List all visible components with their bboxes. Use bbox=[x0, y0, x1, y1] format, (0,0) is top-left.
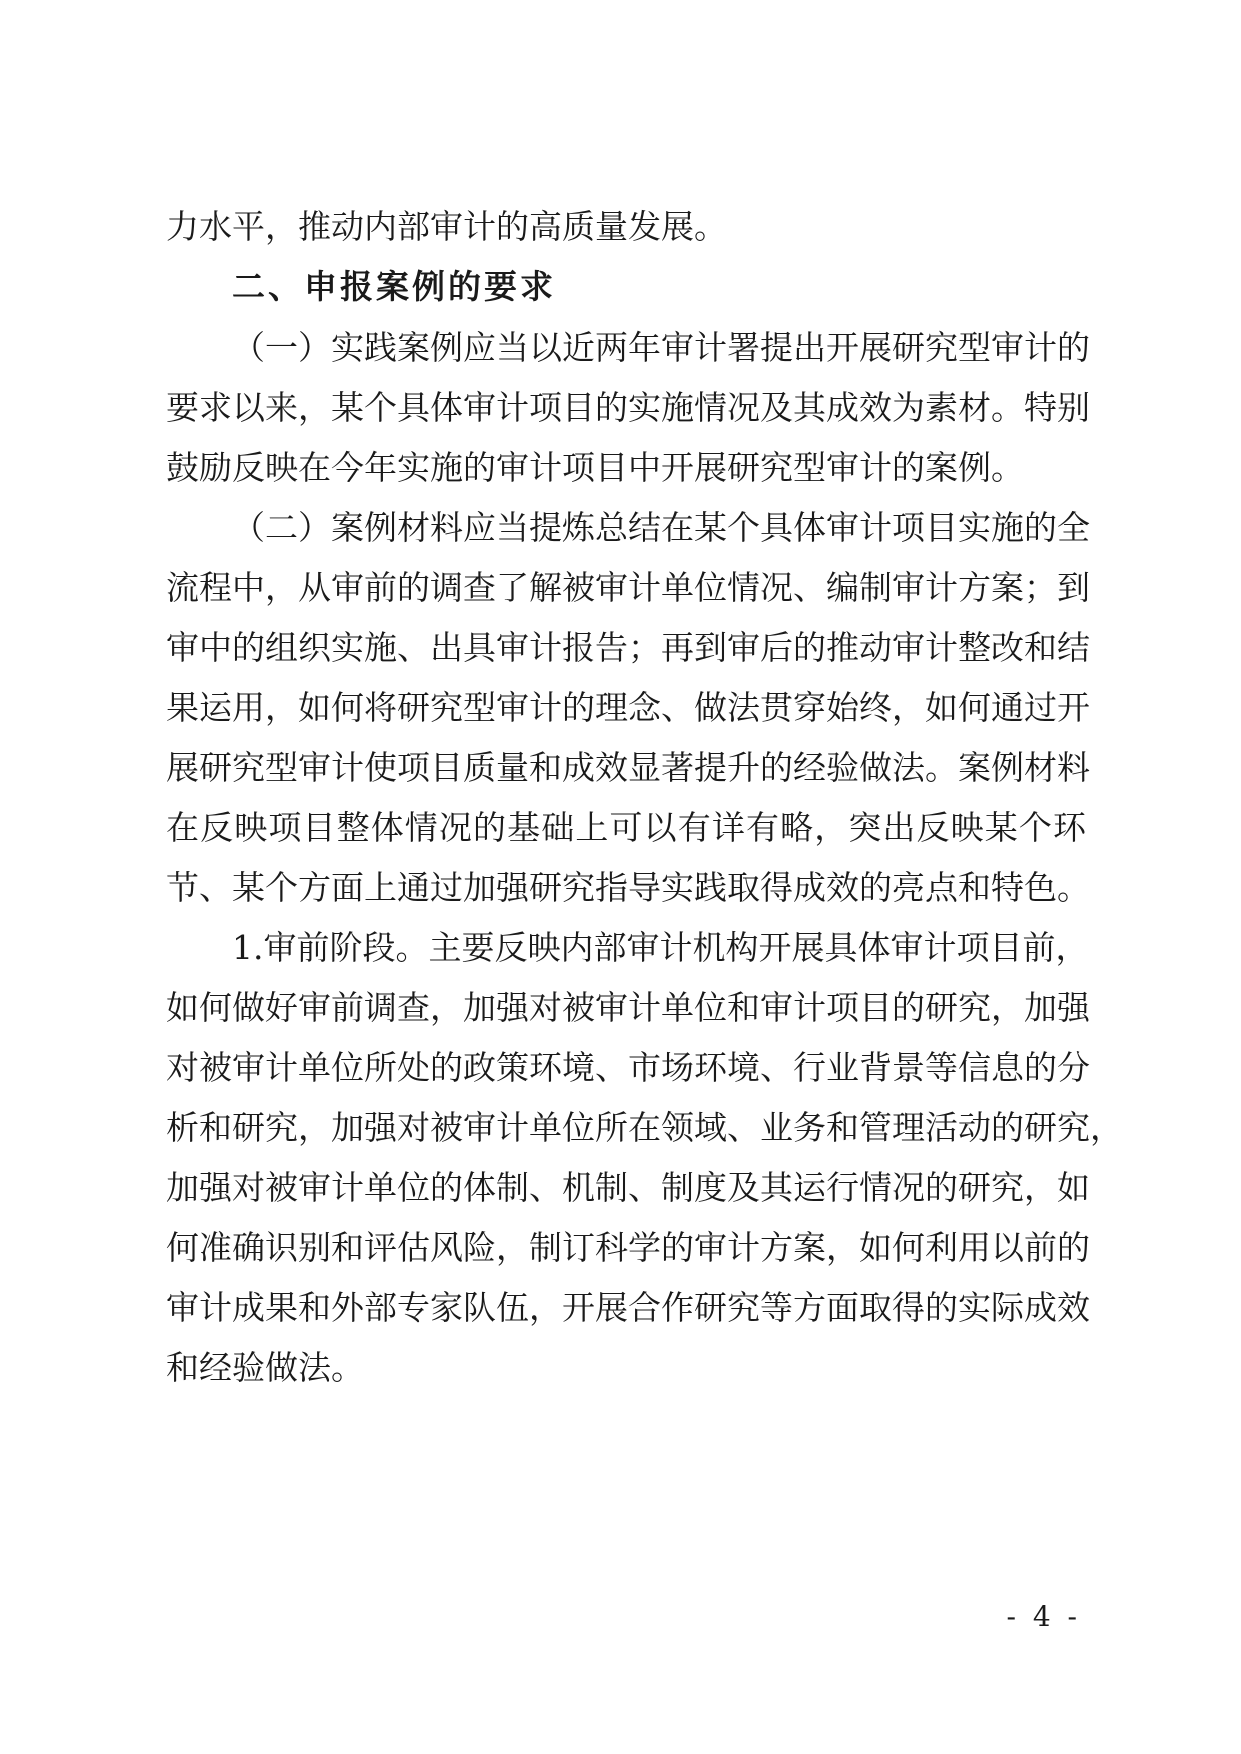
body-text-line: 果运用，如何将研究型审计的理念、做法贯穿始终，如何通过开 bbox=[166, 688, 1090, 727]
body-text-line: 何准确识别和评估风险，制订科学的审计方案，如何利用以前的 bbox=[166, 1228, 1090, 1267]
body-text-line: （一）实践案例应当以近两年审计署提出开展研究型审计的 bbox=[232, 328, 1090, 367]
body-text-line: 1.审前阶段。主要反映内部审计机构开展具体审计项目前， bbox=[232, 928, 1089, 967]
body-text-line: 析和研究，加强对被审计单位所在领域、业务和管理活动的研究， bbox=[166, 1108, 1123, 1147]
body-text-line: 审中的组织实施、出具审计报告；再到审后的推动审计整改和结 bbox=[166, 628, 1090, 667]
body-text-line: 加强对被审计单位的体制、机制、制度及其运行情况的研究，如 bbox=[166, 1168, 1090, 1207]
body-text-line: （二）案例材料应当提炼总结在某个具体审计项目实施的全 bbox=[232, 508, 1090, 547]
body-text-line: 在反映项目整体情况的基础上可以有详有略，突出反映某个环 bbox=[166, 808, 1086, 847]
page-number: - 4 - bbox=[1006, 1600, 1081, 1633]
body-text-line: 要求以来，某个具体审计项目的实施情况及其成效为素材。特别 bbox=[166, 388, 1090, 427]
body-text-line: 如何做好审前调查，加强对被审计单位和审计项目的研究，加强 bbox=[166, 988, 1090, 1027]
body-text-line: 审计成果和外部专家队伍，开展合作研究等方面取得的实际成效 bbox=[166, 1288, 1090, 1327]
body-text-line: 节、某个方面上通过加强研究指导实践取得成效的亮点和特色。 bbox=[166, 868, 1090, 907]
body-text-line: 对被审计单位所处的政策环境、市场环境、行业背景等信息的分 bbox=[166, 1048, 1090, 1087]
body-text-line: 鼓励反映在今年实施的审计项目中开展研究型审计的案例。 bbox=[166, 448, 1024, 487]
section-heading: 二、申报案例的要求 bbox=[232, 267, 556, 306]
body-text-line: 展研究型审计使项目质量和成效显著提升的经验做法。案例材料 bbox=[166, 748, 1090, 787]
body-text-line: 和经验做法。 bbox=[166, 1348, 364, 1387]
body-text-line: 力水平，推动内部审计的高质量发展。 bbox=[166, 207, 727, 246]
body-text-line: 流程中，从审前的调查了解被审计单位情况、编制审计方案；到 bbox=[166, 568, 1090, 607]
